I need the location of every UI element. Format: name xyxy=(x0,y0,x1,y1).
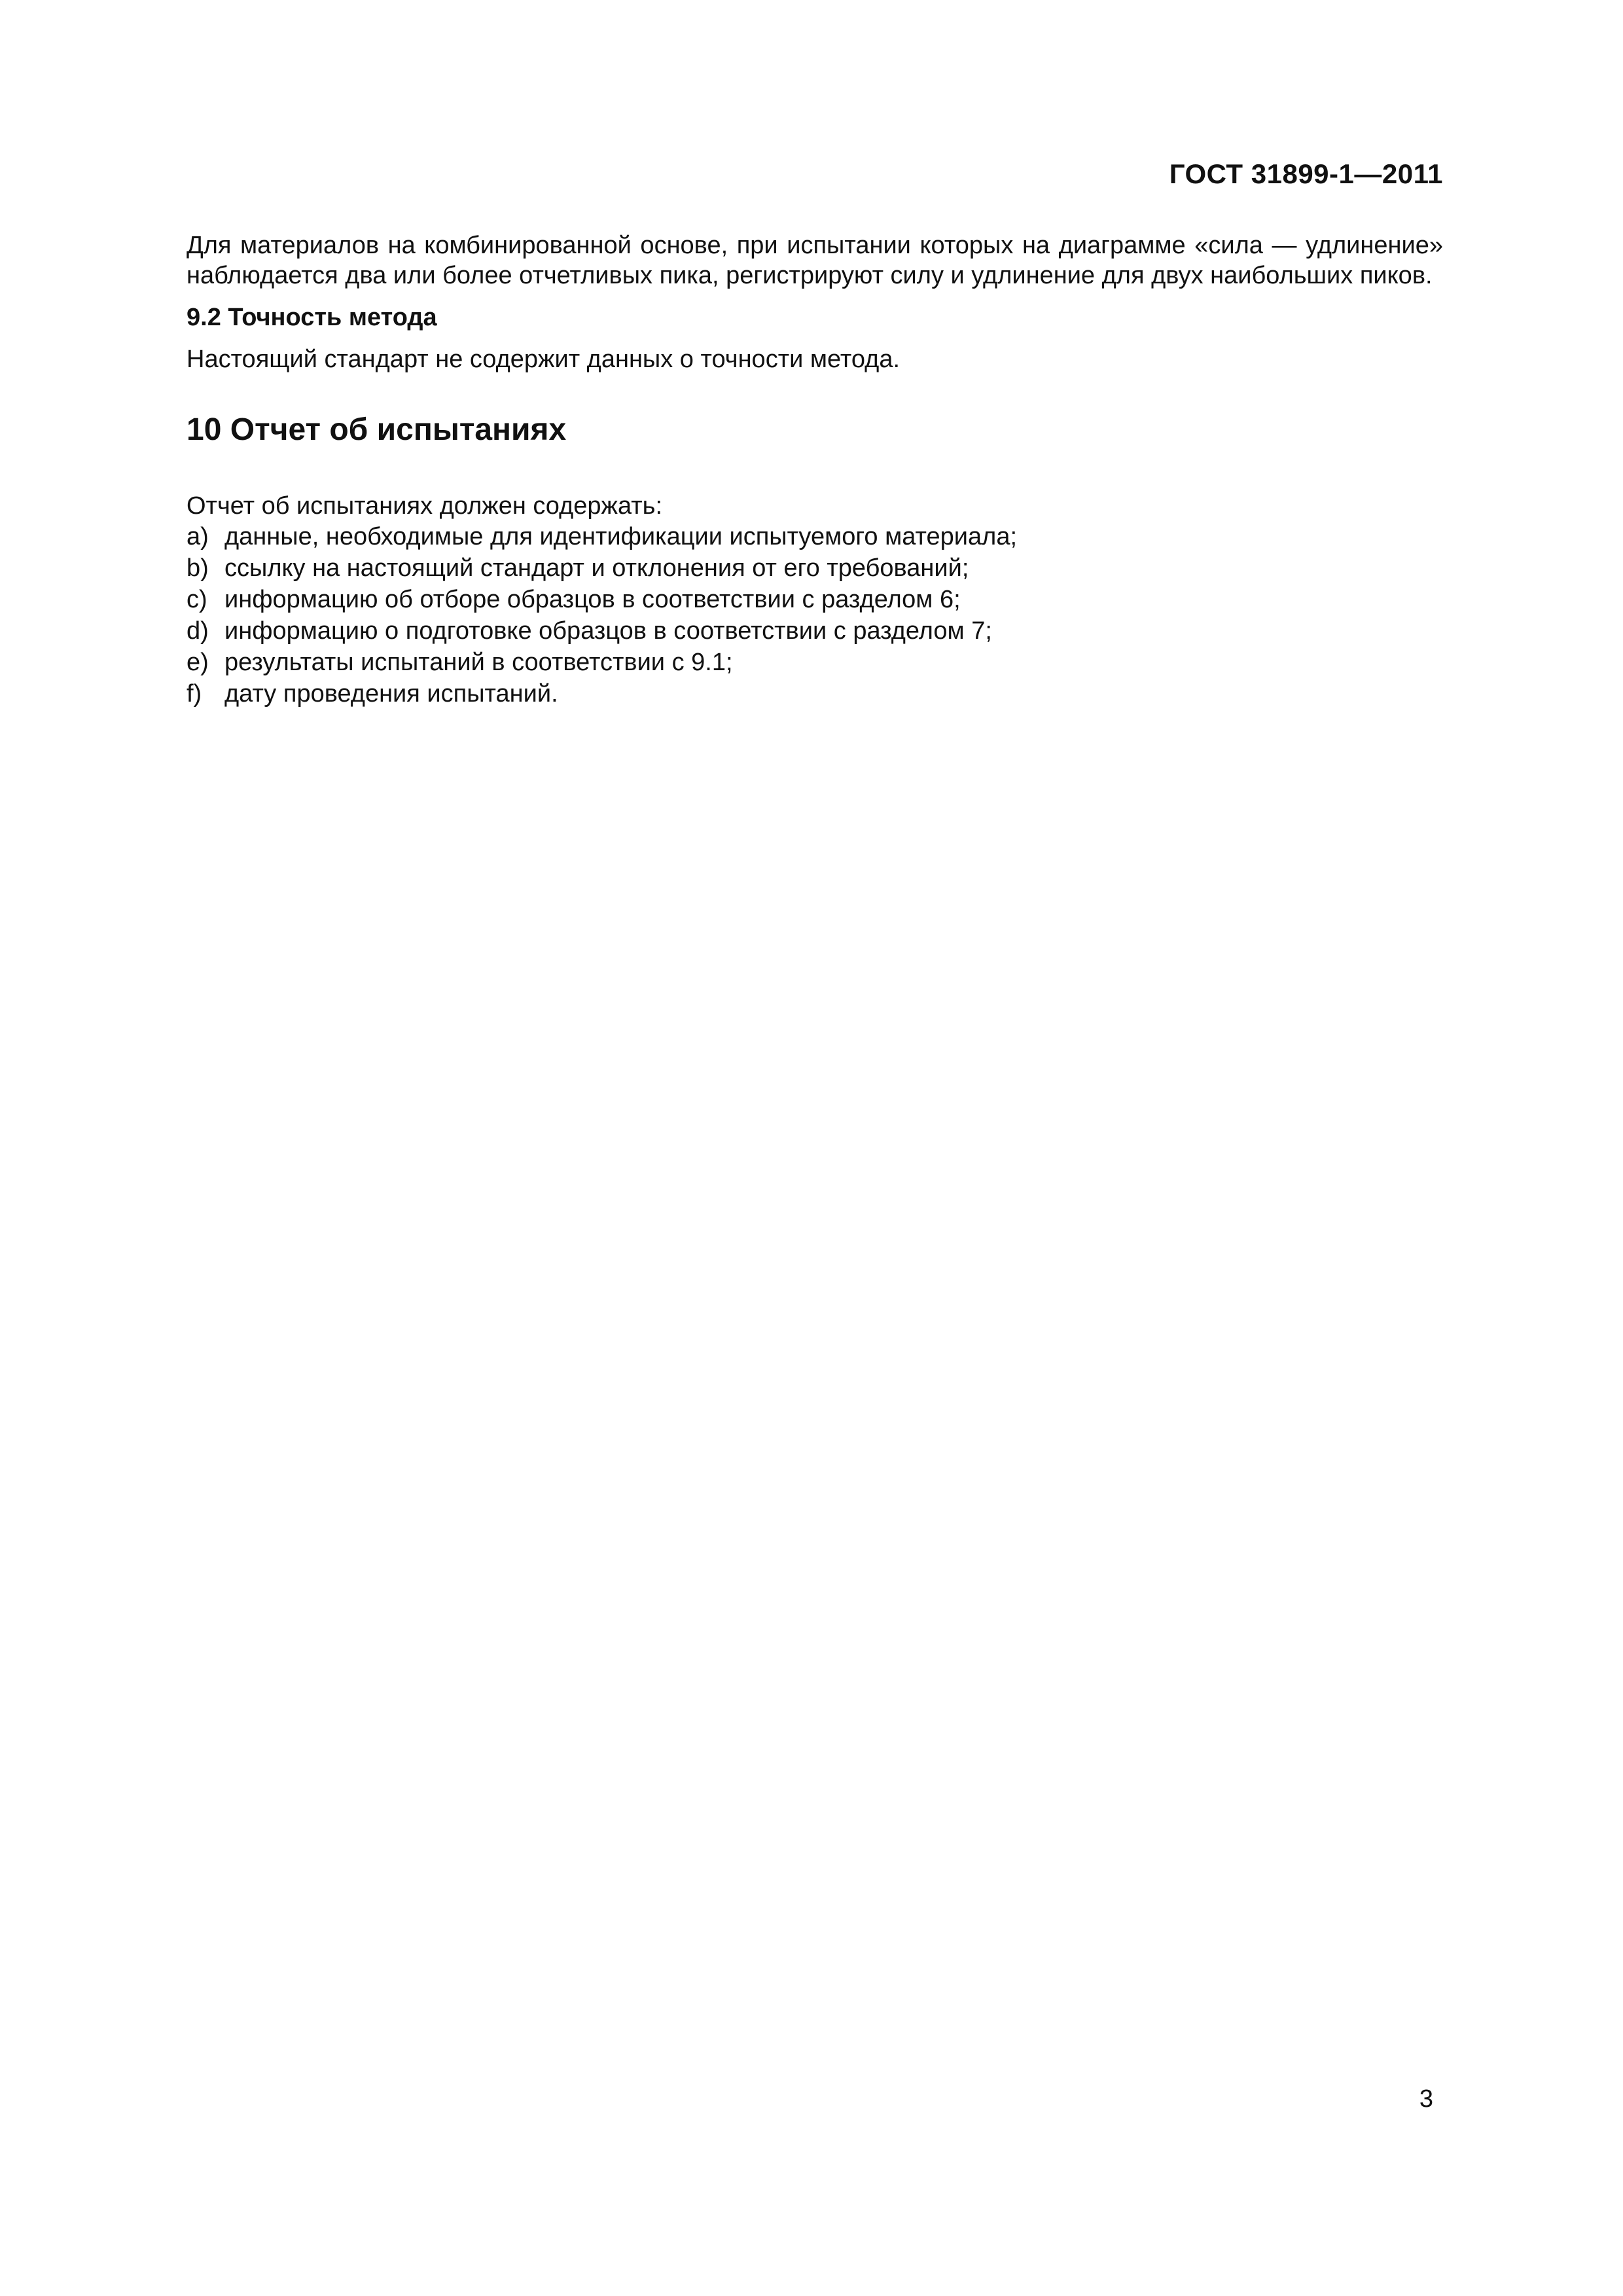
list-marker: f) xyxy=(187,680,202,708)
list-marker: d) xyxy=(187,617,209,645)
list-marker: b) xyxy=(187,554,209,582)
section-10-title: 10 Отчет об испытаниях xyxy=(187,412,567,447)
list-item-text: информацию о подготовке образцов в соответствии с разделом 7; xyxy=(224,617,992,645)
section-10-lead: Отчет об испытаниях должен содержать: xyxy=(187,492,663,520)
list-marker: c) xyxy=(187,586,207,613)
intro-paragraph xyxy=(187,230,1443,291)
list-item xyxy=(187,647,1443,678)
page-number: 3 xyxy=(1419,2085,1433,2113)
section-9-2-title: 9.2 Точность метода xyxy=(187,304,437,331)
list-marker: e) xyxy=(187,649,209,676)
list-item xyxy=(187,678,1443,709)
list-item xyxy=(187,552,1443,584)
list-marker: a) xyxy=(187,523,209,550)
list-item xyxy=(187,584,1443,615)
report-contents-list xyxy=(187,521,1443,709)
section-9-2-text: Настоящий стандарт не содержит данных о точности метода. xyxy=(187,346,901,373)
document-code: ГОСТ 31899-1—2011 xyxy=(1169,158,1443,189)
intro-paragraph-text: Для материалов на комбинированной основе, при испытании которых на диаграмме «сила — удлинение» наблюдается два или более отчетливых пика, регистрируют силу и удлинение для двух наибольших пиков. xyxy=(187,232,1443,289)
list-item-text: данные, необходимые для идентификации испытуемого материала; xyxy=(224,523,1018,550)
list-item-text: результаты испытаний в соответствии с 9.1; xyxy=(224,649,733,676)
list-item-text: информацию об отборе образцов в соответствии с разделом 6; xyxy=(224,586,961,613)
list-item-text: ссылку на настоящий стандарт и отклонения от его требований; xyxy=(224,554,969,582)
list-item-text: дату проведения испытаний. xyxy=(224,680,558,708)
page-content xyxy=(187,230,1443,709)
list-item xyxy=(187,521,1443,552)
list-item xyxy=(187,615,1443,647)
